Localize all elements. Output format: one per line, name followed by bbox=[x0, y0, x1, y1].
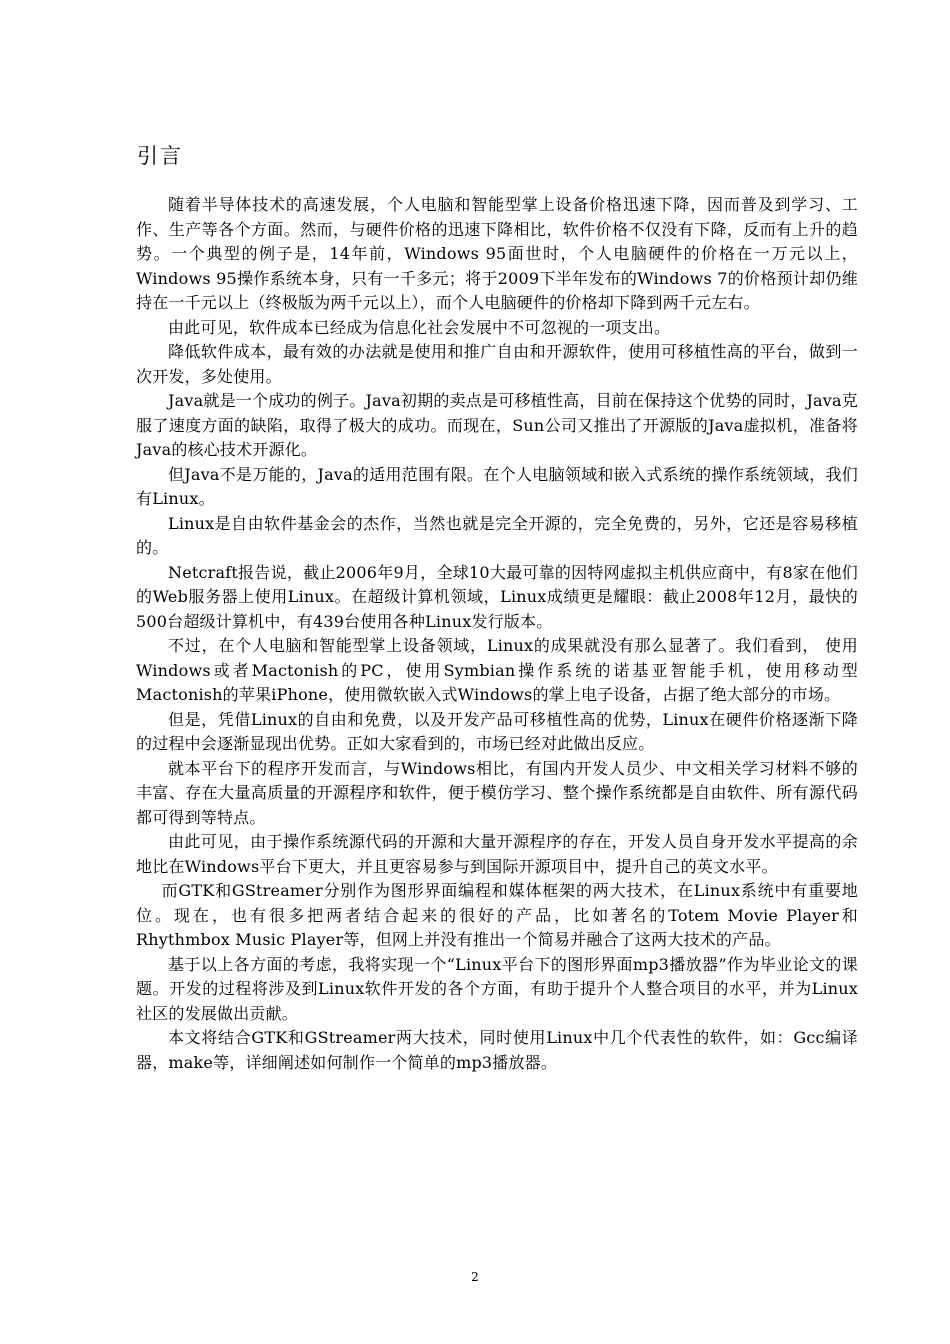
paragraph: 降低软件成本，最有效的办法就是使用和推广自由和开源软件，使用可移植性高的平台，做到一次开发，多处使用。 bbox=[136, 342, 858, 386]
paragraph: 但是，凭借Linux的自由和免费，以及开发产品可移植性高的优势，Linux在硬件价格逐渐下降的过程中会逐渐显现出优势。正如大家看到的，市场已经对此做出反应。 bbox=[136, 709, 858, 753]
section-heading: 引言 bbox=[137, 144, 183, 168]
paragraph: 就本平台下的程序开发而言，与Windows相比，有国内开发人员少、中文相关学习材料不够的丰富、存在大量高质量的开源程序和软件，便于模仿学习、整个操作系统都是自由软件、所有源代码都可得到等特点。 bbox=[136, 758, 858, 827]
page-number: 2 bbox=[471, 1270, 479, 1284]
paragraph: Java就是一个成功的例子。Java初期的卖点是可移植性高，目前在保持这个优势的同时，Java克服了速度方面的缺陷，取得了极大的成功。而现在，Sun公司又推出了开源版的Java虚拟机，准备将Java的核心技术开源化。 bbox=[136, 391, 858, 459]
paragraph: 而GTK和GStreamer分别作为图形界面编程和媒体框架的两大技术，在Linux系统中有重要地位。现在，也有很多把两者结合起来的很好的产品，比如著名的Totem Movie Player和Rhythmbox Music Player等，但网上并没有推出一个简易并融合了这两大技术的产品。 bbox=[136, 881, 858, 949]
paragraph: 本文将结合GTK和GStreamer两大技术，同时使用Linux中几个代表性的软件，如：Gcc编译器，make等，详细阐述如何制作一个简单的mp3播放器。 bbox=[136, 1028, 858, 1072]
paragraph: 但Java不是万能的，Java的适用范围有限。在个人电脑领域和嵌入式系统的操作系统领域，我们有Linux。 bbox=[136, 464, 858, 508]
paragraph: 由此可见，软件成本已经成为信息化社会发展中不可忽视的一项支出。 bbox=[168, 317, 671, 337]
paragraph: Netcraft报告说，截止2006年9月，全球10大最可靠的因特网虚拟主机供应商中，有8家在他们的Web服务器上使用Linux。在超级计算机领域，Linux成绩更是耀眼：截止2008年12月，最快的500台超级计算机中，有439台使用各种Linux发行版本。 bbox=[136, 562, 858, 631]
paragraph: Linux是自由软件基金会的杰作，当然也就是完全开源的，完全免费的，另外，它还是容易移植的。 bbox=[136, 513, 858, 557]
body-text bbox=[136, 193, 858, 1075]
paragraph: 基于以上各方面的考虑，我将实现一个“Linux平台下的图形界面mp3播放器”作为毕业论文的课题。开发的过程将涉及到Linux软件开发的各个方面，有助于提升个人整合项目的水平，并为Linux社区的发展做出贡献。 bbox=[136, 954, 858, 1023]
paragraph: 由此可见，由于操作系统源代码的开源和大量开源程序的存在，开发人员自身开发水平提高的余地比在Windows平台下更大，并且更容易参与到国际开源项目中，提升自己的英文水平。 bbox=[136, 832, 858, 876]
paragraph: 不过，在个人电脑和智能型掌上设备领域，Linux的成果就没有那么显著了。我们看到， 使用Windows或者Mactonish的PC，使用Symbian操作系统的诺基亚智能手机，使用移动型Mactonish的苹果iPhone，使用微软嵌入式Windows的掌上电子设备，占据了绝大部分的市场。 bbox=[136, 636, 858, 704]
paragraph: 随着半导体技术的高速发展，个人电脑和智能型掌上设备价格迅速下降，因而普及到学习、工作、生产等各个方面。然而，与硬件价格的迅速下降相比，软件价格不仅没有下降，反而有上升的趋势。一个典型的例子是，14年前，Windows 95面世时，个人电脑硬件的价格在一万元以上，Windows 95操作系统本身，只有一千多元；将于2009下半年发布的Windows 7的价格预计却仍维持在一千元以上（终极版为两千元以上），而个人电脑硬件的价格却下降到两千元左右。 bbox=[136, 195, 858, 312]
